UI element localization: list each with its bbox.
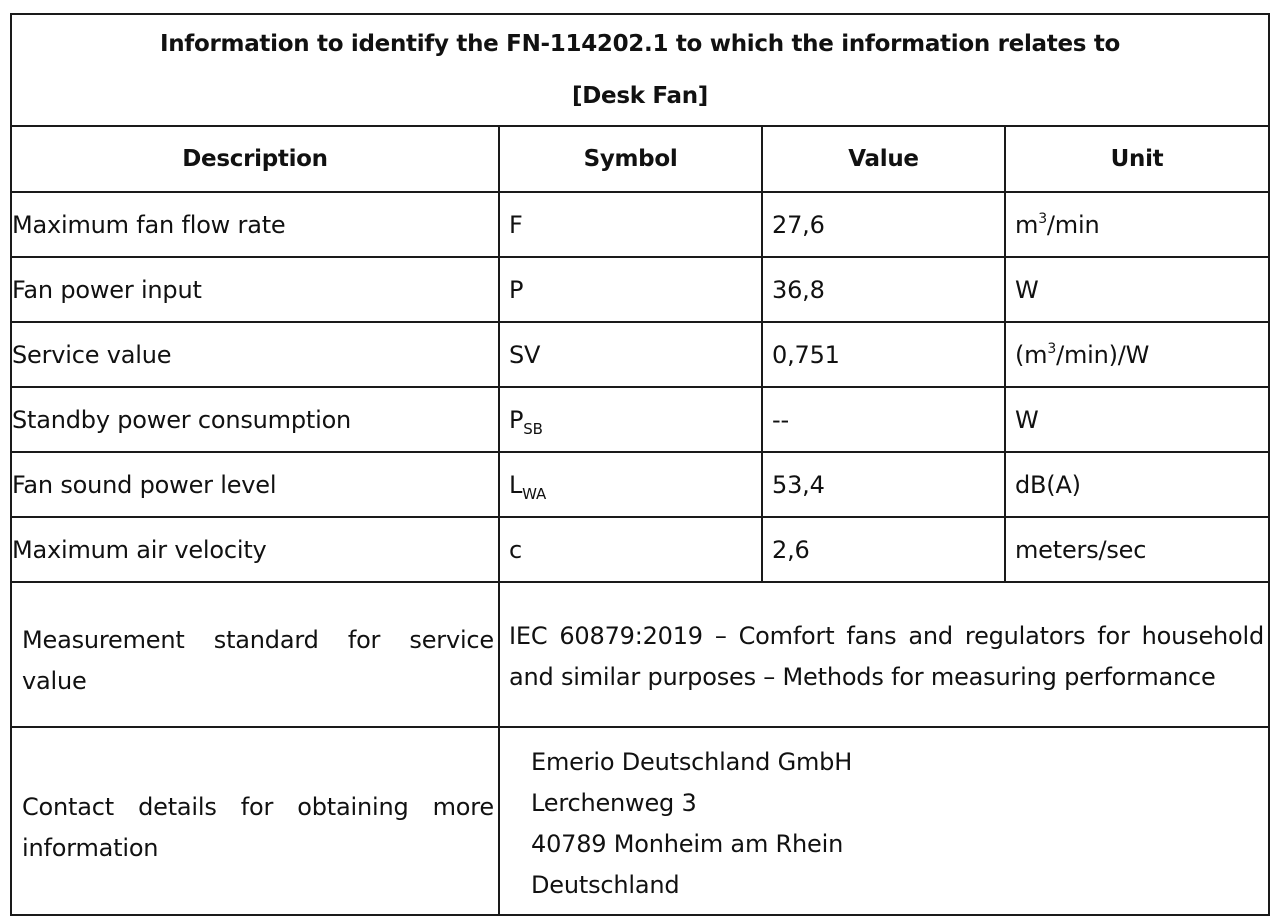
measurement-standard-text: IEC 60879:2019 – Comfort fans and regulators for household and similar purposes – Methods for measuring performance bbox=[499, 582, 1269, 727]
row-symbol bbox=[499, 322, 762, 387]
column-header-value: Value bbox=[762, 126, 1005, 192]
row-description: Service value bbox=[11, 322, 499, 387]
row-value: 2,6 bbox=[762, 517, 1005, 582]
fan-info-table bbox=[10, 13, 1270, 916]
row-symbol bbox=[499, 192, 762, 257]
row-value: 53,4 bbox=[762, 452, 1005, 517]
unit-post: /min)/W bbox=[1056, 340, 1150, 369]
symbol-main: SV bbox=[509, 340, 541, 369]
measurement-standard-row bbox=[11, 582, 1269, 727]
table-row bbox=[11, 452, 1269, 517]
row-value: 36,8 bbox=[762, 257, 1005, 322]
table-row bbox=[11, 387, 1269, 452]
unit-superscript: 3 bbox=[1038, 210, 1047, 227]
table-row bbox=[11, 257, 1269, 322]
unit-pre: (m bbox=[1015, 340, 1048, 369]
row-symbol bbox=[499, 387, 762, 452]
postal-city: 40789 Monheim am Rhein bbox=[531, 830, 844, 858]
row-symbol bbox=[499, 517, 762, 582]
table-row bbox=[11, 517, 1269, 582]
unit-post: /min bbox=[1046, 210, 1100, 239]
unit-pre: W bbox=[1015, 405, 1039, 434]
symbol-main: F bbox=[509, 210, 523, 239]
column-header-description: Description bbox=[11, 126, 499, 192]
product-information-sheet bbox=[10, 13, 1268, 916]
table-row bbox=[11, 192, 1269, 257]
row-symbol bbox=[499, 257, 762, 322]
street-address: Lerchenweg 3 bbox=[531, 789, 697, 817]
symbol-main: L bbox=[509, 470, 523, 499]
table-row bbox=[11, 322, 1269, 387]
header-row bbox=[11, 126, 1269, 192]
unit-pre: meters/sec bbox=[1015, 535, 1147, 564]
company-name: Emerio Deutschland GmbH bbox=[531, 748, 853, 776]
title-line-2: [Desk Fan] bbox=[572, 83, 708, 109]
row-unit bbox=[1005, 192, 1269, 257]
unit-superscript: 3 bbox=[1047, 340, 1057, 357]
row-unit bbox=[1005, 387, 1269, 452]
unit-pre: W bbox=[1015, 275, 1039, 304]
unit-pre: dB(A) bbox=[1015, 470, 1081, 499]
row-value: 0,751 bbox=[762, 322, 1005, 387]
column-header-symbol: Symbol bbox=[499, 126, 762, 192]
symbol-main: P bbox=[509, 275, 524, 304]
row-description: Standby power consumption bbox=[11, 387, 499, 452]
row-value: -- bbox=[762, 387, 1005, 452]
row-unit bbox=[1005, 257, 1269, 322]
column-header-unit: Unit bbox=[1005, 126, 1269, 192]
row-symbol bbox=[499, 452, 762, 517]
contact-address bbox=[499, 727, 1269, 915]
row-description: Fan sound power level bbox=[11, 452, 499, 517]
row-description: Fan power input bbox=[11, 257, 499, 322]
symbol-main: P bbox=[509, 405, 524, 434]
country: Deutschland bbox=[531, 871, 680, 899]
row-unit bbox=[1005, 517, 1269, 582]
symbol-subscript: SB bbox=[523, 419, 543, 438]
symbol-main: c bbox=[509, 535, 522, 564]
row-value: 27,6 bbox=[762, 192, 1005, 257]
row-unit bbox=[1005, 452, 1269, 517]
contact-row bbox=[11, 727, 1269, 915]
row-description: Maximum air velocity bbox=[11, 517, 499, 582]
symbol-subscript: WA bbox=[522, 484, 547, 503]
row-description: Maximum fan flow rate bbox=[11, 192, 499, 257]
title-line-1: Information to identify the FN-114202.1 to which the information relates to bbox=[159, 31, 1121, 57]
contact-label: Contact details for obtaining more information bbox=[11, 727, 499, 915]
unit-pre: m bbox=[1015, 210, 1039, 239]
measurement-standard-label: Measurement standard for service value bbox=[11, 582, 499, 727]
row-unit bbox=[1005, 322, 1269, 387]
table-title bbox=[11, 14, 1269, 126]
